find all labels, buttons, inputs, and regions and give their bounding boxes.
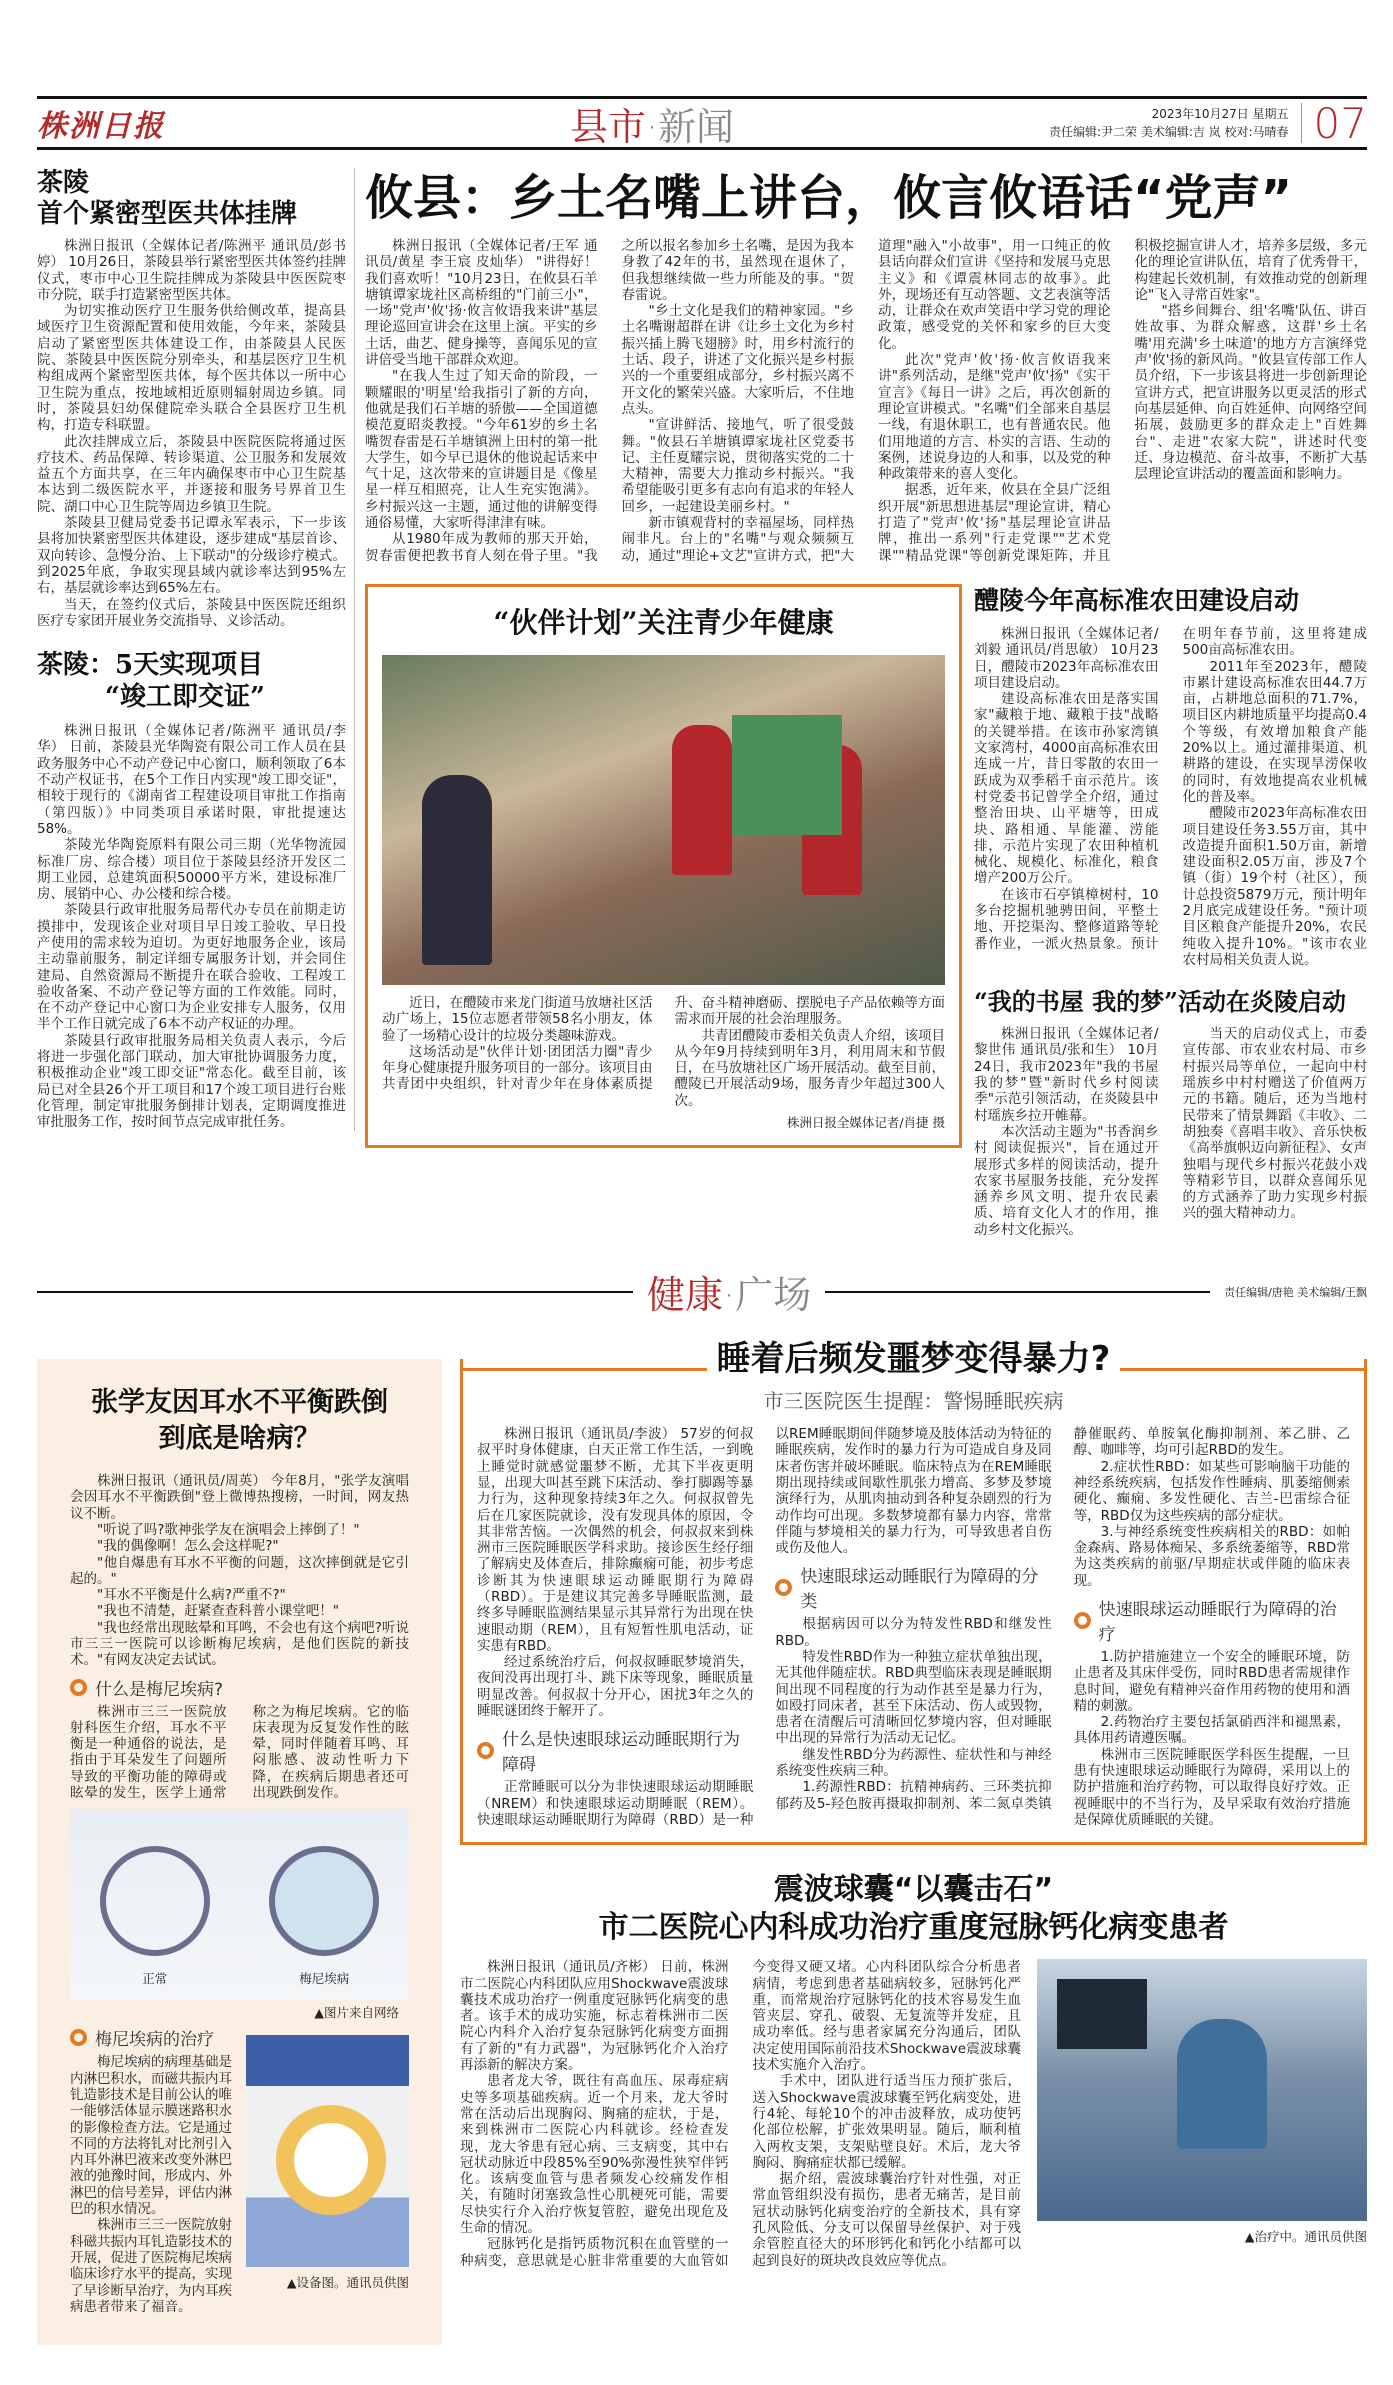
rbd-title: 睡着后频发噩梦变得暴力? xyxy=(716,1339,1111,1380)
sidebar-intro xyxy=(70,1473,409,1669)
article-rbd-box xyxy=(460,1339,1367,1845)
masthead-info xyxy=(967,99,1367,148)
paragraph: 茶陵县行政审批服务局帮代办专员在前期走访摸排中，发现该企业对项目早日竣工验收、早日投产使用的需求较为迫切。为更好地服务企业，该局主动靠前服务，制定详细专属服务计划，并会同住建局、自然资源局不断提升在联合验收、工程竣工验收备案、不动产登记等方面的工作效能。同时，在不动产登记中心窗口为企业安排专人服务，仅用半个工作日就完成了6本不动产权证的办理。 xyxy=(37,902,346,1033)
subheading xyxy=(1074,1595,1350,1645)
paragraph: 为切实推动医疗卫生服务供给侧改革，提高县域医疗卫生资源配置和使用效能，今年来，茶陵县启动了紧密型医共体建设工作，由茶陵县人民医院、茶陵县中医医院分别牵头，和基层医疗卫生机构组成两个紧密型医共体，每个医共体以一所中心卫生院为重点，按地域相近原则辐射周边乡镇。同时，茶陵县妇幼保健院牵头联合全县医疗卫生机构，打造专科联盟。 xyxy=(37,303,346,434)
mri-photo-block xyxy=(246,2035,409,2315)
health-right-area xyxy=(460,1339,1367,2269)
paragraph: 这场活动是"伙伴计划·团团活力圈"青少年身心健康提升服务项目的一部分。该项目由共青团中央组织，针对青少年在身体素质提升、奋斗精神磨砺、摆脱电子产品依赖等方面需求而开展的社会治理服务。 xyxy=(382,994,945,1093)
health-header-rule-right xyxy=(825,1291,1210,1293)
mri-photo xyxy=(246,2035,409,2267)
shockwave-photo-block xyxy=(1037,1959,1367,2245)
paragraph: 在该市石亭镇樟树村，10多台挖掘机驰骋田间，平整土地、开挖渠沟、整修道路等轮番作业，一派火热景象。预计在明年春节前，这里将建成500亩高标准农田。 xyxy=(974,625,1367,952)
paragraph: "我的偶像啊！怎么会这样呢?" xyxy=(97,1538,279,1555)
section-sep: · xyxy=(722,1273,736,1318)
paragraph: 株洲市三三一医院放射科医生介绍，耳水不平衡是一种通俗的说法，是指由于耳朵发生了问题所导致的平衡功能的障碍或眩晕的发生，医学上通常称之为梅尼埃病。它的临床表现为反复发作性的眩晕，同时伴随着耳鸣、耳闷胀感、波动性听力下降，在疾病后期患者还可出现跌倒发作。 xyxy=(70,1703,409,1802)
photo-credit: ▲治疗中。通讯员供图 xyxy=(1244,2229,1367,2245)
paragraph: 此次"党声'攸'扬·攸言攸语我来讲"系列活动，是继"党声'攸'扬"《实干宣言》《每日一讲》之后，再次创新的理论宣讲模式。"名嘴"们全部来自基层一线，有退休职工，也有普通农民。他们用地道的方言、朴实的言语、生动的案例，述说身边的人和事，以及党的种种政策带来的喜人变化。 xyxy=(878,352,1111,483)
paragraph: 此次挂牌成立后，茶陵县中医院医院将通过医疗技术、药品保障、转诊渠道、公卫服务和发展效益五个方面共享，在三年内确保枣市中心卫生院基本达到二级医院水平，并逐接和服务号界首卫生院、湖口中心卫生院等周边乡镇卫生院。 xyxy=(37,433,346,515)
paragraph: "他自爆患有耳水不平衡的问题，这次摔倒就是它引起的。" xyxy=(70,1554,409,1587)
sidebar-title-line2: 到底是啥病？ xyxy=(158,1423,321,1455)
photo-credit: ▲设备图。通讯员供图 xyxy=(286,2275,409,2291)
paragraph: 当天，在签约仪式后，茶陵县中医医院还组织医疗专家团开展业务交流指导、义诊活动。 xyxy=(37,596,346,629)
subheading xyxy=(775,1562,1051,1612)
section-title xyxy=(570,96,734,151)
editors-credit: 责任编辑:尹二荣 美术编辑:吉 岚 校对:马晴春 xyxy=(1048,125,1289,139)
sidebar-meniere xyxy=(37,1359,442,2345)
paragraph: 患者龙大爷，既往有高血压、尿毒症病史等多项基础疾病。近一个月来，龙大爷时常在活动后出现胸闷、胸痛的症状，于是，来到株洲市二医院心内科就诊。经检查发现，龙大爷患有冠心病、三支病变，其中右冠状动脉近中段85%至90%弥漫性狭窄伴钙化。该病变血管与患者频发心绞痛发作相关，有随时闭塞致急性心肌梗死可能，需要尽快实行介入治疗恢复管腔，避免出现危及生命的情况。 xyxy=(460,2073,729,2237)
article-liling-farmland xyxy=(974,584,1367,968)
main-headline: 攸县：乡土名嘴上讲台，攸言攸语话“党声” xyxy=(365,170,1293,226)
section-sep: · xyxy=(645,104,659,149)
paragraph: 根据病因可以分为特发性RBD和继发性RBD。 xyxy=(775,1616,1052,1649)
paragraph: 据介绍，震波球囊治疗针对性强，对正常血管组织没有损伤，患者无痛苦，是目前冠状动脉钙化病变治疗的全新技术，具有穿孔风险低、分支可以保留导丝保护、对于残余管腔直径大的环形钙化和钙化小结都可以起到良好的斑块改良效应等优点。 xyxy=(752,2171,1021,2269)
article-title: “我的书屋 我的梦”活动在炎陵启动 xyxy=(974,987,1346,1017)
right-news-area xyxy=(365,168,1367,1238)
diagram-label: 正常 xyxy=(142,1971,168,1987)
sidebar-body xyxy=(70,2054,232,2315)
article-body xyxy=(37,723,346,1130)
paragraph: 株洲日报讯（通讯员/李波） 57岁的何叔叔平时身体健康，白天正常工作生活，一到晚上睡觉时就感觉噩梦不断，尤其下半夜更明显，出现大叫甚至跳下床活动、拳打脚踢等暴力行为，这种现象持续3年之久。何叔叔曾先后在几家医院就诊，没有发现具体的原因，令其非常苦恼。一次偶然的机会，何叔叔来到株洲市三医院睡眠医学科求助。接诊医生经仔细了解病史及体查后，排除癫痫可能，初步考虑诊断其为快速眼球运动睡眠期行为障碍（RBD）。于是建议其完善多导睡眠监测，最终多导睡眠监测结果显示其异常行为出现在快速眼动期（REM），且有短暂性肌电活动，证实患有RBD。 xyxy=(477,1426,754,1654)
shockwave-title: 震波球囊“以囊击石” xyxy=(773,1872,1054,1908)
section-title-b: 新闻 xyxy=(658,104,735,149)
article-chaling-permit xyxy=(37,649,346,1130)
inner-ear-icon xyxy=(100,1846,210,1956)
subheading xyxy=(70,1675,409,1700)
photo-surgery xyxy=(1037,1959,1367,2221)
subheading-text: 快速眼球运动睡眠行为障碍的分类 xyxy=(800,1567,1039,1613)
photo-feature-box xyxy=(365,584,962,1148)
lower-news-row xyxy=(365,584,1367,1238)
paragraph: 株洲市三医院睡眠医学科医生提醒，一旦患有快速眼球运动睡眠行为障碍，采用以上的防护措施和治疗药物，可以取得良好疗效。正视睡眠中的不当行为，及早采取有效治疗措施是保障优质睡眠的关键。 xyxy=(1073,1746,1350,1828)
paragraph: 株洲日报讯（全媒体记者/王军 通讯员/黄星 李王宸 皮灿华） "讲得好！我们喜欢听！"10月23日，在攸县石羊塘镇谭家垅社区高桥组的"门前三小"，一场"党声'攸'扬·攸言攸语我来讲"基层理论巡回宣讲会在这里上演。平实的乡土话，曲艺、健身操等，喜闻乐见的宣讲倍受当地干部群众欢迎。 xyxy=(365,238,598,369)
paragraph: 1.药源性RBD：抗精神病药、三环类抗抑郁药及5-羟色胺再摄取抑制剂、苯二氮卓类镇静催眠药、单胺氧化酶抑制剂、苯乙肼、乙醇、咖啡等，均可引起RBD的发生。 xyxy=(775,1426,1350,1812)
game-board xyxy=(732,715,842,835)
shockwave-content xyxy=(460,1959,1367,2269)
paragraph: 茶陵县行政审批服务局相关负责人表示，今后将进一步强化部门联动，加大审批协调服务力度，积极推动企业"竣工即交证"常态化。截至目前，该局已对全县26个开工项目和17个竣工项目进行台账化管理，制定审批服务倒排计划表，定期调度推进审批服务工作，按时间节点完成审批任务。 xyxy=(37,1032,346,1131)
paragraph: 建设高标准农田是落实国家"藏粮于地、藏粮于技"战略的关键举措。在该市孙家湾镇文家湾村，4000亩高标准农田连成一片，昔日零散的农田一跃成为双季稻千亩示范片。该村党委书记曾学全介绍，通过整治田块、山平塘等，田成块、路相通、旱能灌、涝能排，示范片实现了农田种植机械化、规模化、标准化，粮食增产200万公斤。 xyxy=(974,691,1159,887)
paragraph: "在我人生过了知天命的阶段，一颗耀眼的'明星'给我指引了新的方向，他就是我们石羊塘的骄傲——全国道德模范夏昭炎教授。"今年61岁的乡土名嘴贺春雷是石羊塘镇洲上田村的第一批大学生，如今早已退休的他说起话来中气十足，这次带来的宣讲题目是《像星星一样互相照亮，让人生充实饱满》。乡村振兴这一主题，通过他的讲解变得通俗易懂，大家听得津津有味。 xyxy=(365,368,598,532)
rbd-intro xyxy=(477,1426,753,1719)
paragraph: 当天的启动仪式上，市委宣传部、市农业农村局、市乡村振兴局等单位，一起向中村瑶族乡中村村赠送了价值两万元的书籍。随后，还为当地村民带来了情景舞蹈《丰收》、二胡独奏《喜唱丰收》、音乐快板《高举旗帜迈向新征程》、女声独唱与现代乡村振兴花鼓小戏等精彩节目，以群众喜闻乐见的方式涵养了助力实现乡村振兴的强大精神动力。 xyxy=(1182,1026,1367,1222)
photo-credit: 株洲日报全媒体记者/肖捷 摄 xyxy=(786,1115,945,1131)
article-title: 茶陵：5天实现项目 xyxy=(37,650,264,681)
paragraph: "乡土文化是我们的精神家园。"乡土名嘴谢超群在讲《让乡土文化为乡村振兴插上腾飞翅膀》时，用乡村流行的土话、段子，讲述了文化振兴是乡村振兴的一个重要组成部分，乡村振兴离不开文化的繁荣兴盛。大家听后，不住地点头。 xyxy=(621,303,854,417)
ring-bullet-icon xyxy=(775,1579,792,1596)
subheading-text: 什么是快速眼球运动睡眠期行为障碍 xyxy=(502,1730,740,1776)
page-number: 07 xyxy=(1313,98,1367,148)
diagram-label: 梅尼埃病 xyxy=(299,1971,350,1987)
news-section xyxy=(37,168,1367,1238)
paragraph: 株洲日报讯（全媒体记者/黎世伟 通讯员/张和生） 10月24日，我市2023年"我的书屋 我的梦"暨"新时代乡村阅读季"示范引领活动，在炎陵县中村瑶族乡拉开帷幕。 xyxy=(974,1026,1159,1124)
paragraph: 经过系统治疗后，何叔叔睡眠梦境消失，夜间没再出现打斗、跳下床等现象，睡眠质量明显改善。何叔叔十分开心，困扰3年之久的睡眠谜团终于解开了。 xyxy=(477,1654,754,1720)
health-editors-credit: 责任编辑/唐艳 美术编辑/王飘 xyxy=(1224,1285,1367,1299)
article-title: 醴陵今年高标准农田建设启动 xyxy=(974,585,1300,615)
paragraph: "耳水不平衡是什么病?严重不?" xyxy=(97,1587,286,1604)
paragraph: 近日，在醴陵市来龙门街道马放塘社区活动广场上，15位志愿者带领58名小朋友，体验了一场精心设计的垃圾分类趣味游戏。 xyxy=(382,994,653,1044)
health-header-rule-left xyxy=(37,1291,633,1293)
shockwave-title-line2: 市二医院心内科成功治疗重度冠脉钙化病变患者 xyxy=(598,1910,1229,1946)
rbd-title-row xyxy=(460,1339,1367,1380)
right-news-column xyxy=(974,584,1367,1238)
paragraph: 茶陵光华陶瓷原料有限公司三期（光华物流园标准厂房、综合楼）项目位于茶陵县经济开发区二期工业园，总建筑面积50000平方米，建设标准厂房、展销中心、办公楼和综合楼。 xyxy=(37,837,346,903)
subheading-text: 快速眼球运动睡眠行为障碍的治疗 xyxy=(1098,1600,1337,1645)
diagram-meniere xyxy=(269,1846,379,1987)
ring-bullet-icon xyxy=(70,1679,87,1696)
article-body xyxy=(974,1026,1367,1238)
rbd-section-body xyxy=(1074,1649,1350,1828)
inner-ear-icon xyxy=(269,1846,379,1956)
masthead-meta xyxy=(1049,105,1289,141)
article-title-line2: “竣工即交证” xyxy=(105,682,265,713)
subheading-text: 梅尼埃病的治疗 xyxy=(95,2030,214,2051)
diagram-credit: ▲图片来自网络 xyxy=(314,2005,399,2021)
treatment-section xyxy=(70,2025,409,2315)
paragraph: 共青团醴陵市委相关负责人介绍，该项目从今年9月持续到明年3月，利用周末和节假日，在马放塘社区广场开展活动。截至目前，醴陵已开展活动9场，服务青少年超过300人次。 xyxy=(674,1027,945,1109)
paragraph: 2.药物治疗主要包括氯硝西泮和褪黑素，具体用药请遵医嘱。 xyxy=(1073,1714,1350,1747)
paragraph: 据悉，近年来，攸县在全县广泛组织开展"新思想进基层"理论宣讲，精心打造了"党声'攸'扬"基层理论宣讲品牌，推出一系列"行走党课""艺术党课""精品党课"等创新党课矩阵，并且积极挖掘宣讲人才，培养多层级，多元化的理论宣讲队伍，培育了优秀骨干，构建起长效机制，有效推动党的创新理论"飞入寻常百姓家"。 xyxy=(878,238,1367,564)
paragraph: 特发性RBD作为一种独立症状单独出现，无其他伴随症状。RBD典型临床表现是睡眠期间出现不同程度的行为动作甚至是暴力行为，如殴打同床者，甚至下床活动、伤人或毁物，患者在清醒后可清晰回忆梦境内容，但对睡眠中出现的异常行为活动无记忆。 xyxy=(775,1649,1052,1747)
article-body xyxy=(974,626,1367,968)
subheading xyxy=(477,1725,753,1775)
paragraph: 2011年至2023年，醴陵市累计建设高标准农田44.7万亩，占耕地总面积的71.7%，项目区内耕地质量平均提高0.4个等级，有效增加粮食产能20%以上。通过灌排渠道、机耕路的建设，在实现旱涝保收的同时，有效地提高农业机械化的普及率。 xyxy=(1182,658,1367,805)
subheading-text: 什么是梅尼埃病? xyxy=(95,1679,224,1700)
mri-scanner xyxy=(276,2105,386,2215)
paragraph: 株洲日报讯（通讯员/周英） 今年8月，"张学友演唱会因耳水不平衡跌倒"登上微博热搜榜，一时间，网友热议不断。 xyxy=(70,1473,409,1522)
inner-ear-diagram xyxy=(70,1809,409,1999)
subheading xyxy=(70,2025,232,2050)
diagram-normal xyxy=(100,1846,210,1987)
box-top-left-rule xyxy=(460,1368,707,1371)
paragraph: 1.防护措施建立一个安全的睡眠环境，防止患者及其床伴受伤，同时RBD患者需规律作息时间，避免有精神兴奋作用药物的使用和酒精的刺激。 xyxy=(1073,1649,1350,1714)
monitor xyxy=(1057,1979,1147,2049)
paragraph: 从1980年成为教师的那天开始，贺春雷便把教书育人刻在骨子里。"我之所以报名参加乡土名嘴，是因为我本身教了42年的书，虽然现在退休了，但我想继续做一些力所能及的事。"贺春雷说。 xyxy=(365,238,854,564)
paragraph: 株洲日报讯（全媒体记者/陈洲平 通讯员/彭书婷） 10月26日，茶陵县举行紧密型医共体签约挂牌仪式，枣市中心卫生院挂牌成为茶陵县中医医院枣市分院，联手打造紧密型医共体。 xyxy=(37,238,346,303)
paragraph: "听说了吗?歌神张学友在演唱会上摔倒了！" xyxy=(97,1521,360,1538)
article-yanling-reading xyxy=(974,986,1367,1238)
article-body xyxy=(37,238,346,629)
rbd-body xyxy=(477,1426,1350,1828)
paragraph: "宣讲鲜活、接地气，听了很受鼓舞。"攸县石羊塘镇谭家垅社区党委书记、主任夏耀宗说，贯彻落实党的二十大精神，需要大力推动乡村振兴。"我希望能吸引更多有志向有追求的年轻人回乡，一起建设美丽乡村。" xyxy=(621,417,854,515)
photo-feature-title: “伙伴计划”关注青少年健康 xyxy=(493,605,834,639)
sidebar-body xyxy=(70,1704,409,1802)
photo-caption xyxy=(382,995,945,1109)
main-article-body xyxy=(365,238,1367,564)
child-figure xyxy=(422,775,492,965)
sidebar-title: 张学友因耳水不平衡跌倒 xyxy=(91,1387,388,1419)
health-section-title xyxy=(647,1264,811,1319)
left-column xyxy=(37,168,355,1131)
paragraph: "我也经常出现眩晕和耳鸣，不会也有这个病吧?听说市三三一医院可以诊断梅尼埃病，是他们医院的新技术。"有网友决定去试试。 xyxy=(70,1619,409,1669)
newspaper-logo: 株洲日报 xyxy=(37,109,165,144)
paragraph: "搭乡间舞台、组'名嘴'队伍、讲百姓故事、为群众解惑，这群'乡土名嘴'用充满'乡土味道'的地方方言演绎党声'攸'扬的新风尚。"攸县宣传部工作人员介绍，下一步该县将进一步创新理论宣讲方式，把宣讲服务以更灵活的形式向基层延伸、向百姓延伸、向网络空间拓展，鼓励更多的群众走上"百姓舞台"、走进"农家大院"，讲述时代变迁、身边模范、奋斗故事，不断扩大基层理论宣讲活动的覆盖面和影响力。 xyxy=(1134,303,1367,483)
paragraph: 醴陵市2023年高标准农田项目建设任务3.55万亩，其中改造提升面积1.50万亩，新增建设面积2.05万亩，涉及7个镇（街）19个村（社区），预计总投资5879万元，预计明年2月底完成建设任务。"预计项目区粮食产能提升20%，农民纯收入提升10%。"该市农业农村局相关负责人说。 xyxy=(1182,805,1367,968)
paragraph: 株洲日报讯（全媒体记者/陈洲平 通讯员/李华） 日前，茶陵县光华陶瓷有限公司工作人员在县政务服务中心不动产登记中心窗口，顺利领取了6本不动产权证书，在5个工作日内实现"竣工即交证"，相较于现行的《湖南省工程建设项目审批工作指南（第四版）》中同类项目承诺时限，审批提速达58%。 xyxy=(37,723,346,837)
paragraph: 株洲日报讯（全媒体记者/刘毅 通讯员/肖思敏） 10月23日，醴陵市2023年高标准农田项目建设启动。 xyxy=(974,625,1159,691)
treatment-text xyxy=(70,2025,232,2315)
health-header xyxy=(37,1264,1367,1319)
paragraph: 本次活动主题为"书香润乡村 阅读促振兴"，旨在通过开展形式多样的阅读活动，提升农家书屋服务技能，充分发挥涵养乡风文明、提升农民素质、培育文化人才的作用，推动乡村文化振兴。 xyxy=(974,1123,1159,1238)
section-title-a: 健康 xyxy=(646,1273,723,1318)
paragraph: 正常睡眠可以分为非快速眼球运动期睡眠（NREM）和快速眼球运动期睡眠（REM）。快速眼球运动睡眠期行为障碍（RBD）是一种以REM睡眠期间伴随梦境及肢体活动为特征的睡眠疾病，发作时的暴力行为可造成自身及同床者伤害并破坏睡眠。临床特点为在REM睡眠期出现持续或间歇性肌张力增高、多梦及梦境演绎行为，从肌肉抽动到各种复杂剧烈的行为动作均可出现。多数梦境都有暴力内容，常常伴随与梦境相关的暴力行为，可导致患者自伤或伤及他人。 xyxy=(477,1426,1052,1828)
surgeon-figure xyxy=(1177,2019,1267,2149)
section-title-b: 广场 xyxy=(735,1273,812,1318)
article-chaling-medical xyxy=(37,168,346,629)
paragraph: 新市镇观背村的幸福屋场，同样热闹非凡。台上的"名嘴"与观众频频互动，通过"理论+文艺"宣讲方式，把"大道理"融入"小故事"，用一口纯正的攸县话向群众们宣讲《坚持和发展马克思主义》和《谭震林同志的故事》。此外，现场还有互动答题、文艺表演等活动，让群众在欢声笑语中学习党的理论政策，感受党的关怀和家乡的巨大变化。 xyxy=(621,238,1111,564)
paragraph: 梅尼埃病的病理基础是内淋巴积水，而磁共振内耳钆造影技术是目前公认的唯一能够活体显示膜迷路积水的影像检查方法。它是通过不同的方法将钆对比剂引入内耳外淋巴液来改变外淋巴液的弛豫时间，形成内、外淋巴的信号差异，评估内淋巴的积水情况。 xyxy=(70,2054,232,2218)
volunteer-figure xyxy=(672,725,732,875)
ring-bullet-icon xyxy=(477,1742,494,1759)
paragraph: 2.症状性RBD：如某些可影响脑干功能的神经系统疾病，包括发作性睡病、肌萎缩侧索硬化、癫痫、多发性硬化、吉兰-巴雷综合征等，RBD仅为这些疾病的部分症状。 xyxy=(1073,1458,1350,1524)
paragraph: 株洲市三三一医院放射科磁共振内耳钆造影技术的开展，促进了医院梅尼埃病临床诊疗水平的提高，实现了早诊断早治疗，为内耳疾病患者带来了福音。 xyxy=(70,2217,232,2315)
paragraph: 茶陵县卫健局党委书记谭永军表示，下一步该县将加快紧密型医共体建设，逐步建成"基层首诊、双向转诊、急慢分治、上下联动"的分级诊疗模式。到2025年底，争取实现县域内就诊率达到95%左右，基层就诊率达到65%左右。 xyxy=(37,515,346,597)
article-kicker: 茶陵 xyxy=(37,168,90,198)
paragraph: 手术中，团队进行适当压力预扩张后，送入Shockwave震波球囊至钙化病变处，进行4轮、每轮10个的冲击波释放，成功使钙化部位松解，扩张效果明显。随后，顺利植入两枚支架，支架贴壁良好。术后，龙大爷胸闷、胸痛症状都已缓解。 xyxy=(752,2073,1021,2171)
ring-bullet-icon xyxy=(1074,1612,1091,1629)
rbd-subtitle: 市三医院医生提醒：警惕睡眠疾病 xyxy=(763,1389,1064,1414)
section-title-a: 县市 xyxy=(569,104,646,149)
health-section xyxy=(37,1339,1367,2345)
photo-volunteers-children xyxy=(382,655,945,985)
ring-bullet-icon xyxy=(70,2029,87,2046)
masthead xyxy=(37,96,1367,150)
article-title: 首个紧密型医共体挂牌 xyxy=(37,199,298,229)
article-shockwave xyxy=(460,1871,1367,2269)
paragraph: 株洲日报讯（通讯员/齐彬） 日前，株洲市二医院心内科团队应用Shockwave震波球囊技术成功治疗一例重度冠脉钙化病变的患者。该手术的成功实施，标志着株洲市二医院心内科介入治疗复杂冠脉钙化病变方面拥有了新的"有力武器"，为冠脉钙化介入治疗再添新的解决方案。 xyxy=(460,1959,729,2074)
paragraph: "我也不清楚，赶紧查查科普小课堂吧！" xyxy=(97,1603,339,1620)
paragraph: 3.与神经系统变性疾病相关的RBD：如帕金森病、路易体痴呆、多系统萎缩等，RBD常为这类疾病的前驱/早期症状或伴随的临床表现。 xyxy=(1073,1523,1350,1589)
issue-date: 2023年10月27日 星期五 xyxy=(1151,107,1289,121)
box-top-right-rule xyxy=(1120,1368,1367,1371)
paragraph: 冠脉钙化是指钙质物沉积在血管壁的一种病变，意思就是心脏非常重要的大血管如今变得又硬又堵。心内科团队综合分析患者病情，考虑到患者基础病较多，冠脉钙化严重，而常规治疗冠脉钙化的技术容易发生血管夹层、穿孔、破裂、无复流等并发症，且成功率低。经与患者家属充分沟通后，团队决定使用国际前沿技术Shockwave震波球囊技术实施介入治疗。 xyxy=(460,1959,1021,2269)
divider xyxy=(1301,103,1302,143)
shockwave-body xyxy=(460,1959,1021,2269)
paragraph: 继发性RBD分为药源性、症状性和与神经系统变性疾病三种。 xyxy=(775,1746,1052,1780)
